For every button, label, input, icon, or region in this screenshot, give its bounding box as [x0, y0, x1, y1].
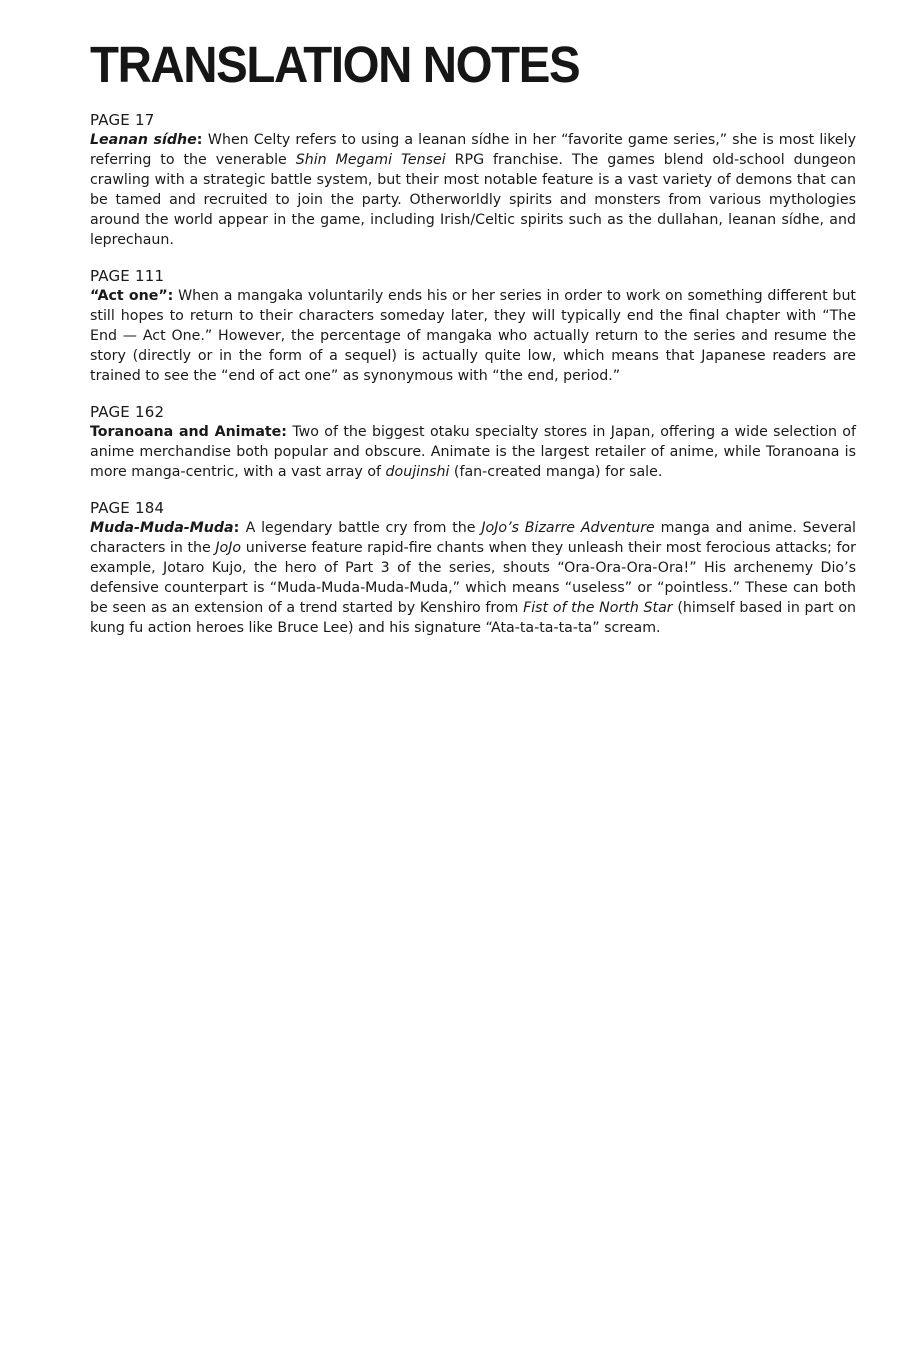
note-term: Toranoana and Animate:: [90, 424, 287, 440]
note-text: [90, 130, 856, 250]
note-text-segment: A legendary battle cry from the: [245, 520, 482, 536]
note-page-162: [90, 402, 856, 482]
note-term: Leanan sídhe: [90, 132, 197, 148]
note-page-number: PAGE 184: [90, 499, 165, 517]
note-text-segment: RPG franchise. The games blend old-school dungeon crawling with a strategic battle system, but their most notable feature is a vast variety of demons that can be tamed and recruited to join the party. Otherworldly spirits and monsters from various mythologies around the world appear in the game, including Irish/Celtic spirits such as the dullahan, leanan sídhe, and leprechaun.: [90, 152, 856, 248]
note-text-segment: Two of the biggest otaku specialty stores in Japan, offering a wide selection of anime merchandise both popular and obscure. Animate is the largest retailer of anime, while Toranoana is more manga-centric, with a vast array of: [90, 424, 856, 480]
note-term: Muda-Muda-Muda: [90, 520, 234, 536]
note-text-segment: manga and anime. Several characters in the: [90, 520, 856, 556]
note-page-number: PAGE 162: [90, 403, 165, 421]
note-page-number: PAGE 111: [90, 267, 165, 285]
note-term: “Act one”:: [90, 288, 174, 304]
note-text: [90, 422, 856, 482]
note-page-17: [90, 110, 856, 250]
note-text-title: JoJo’s Bizarre Adventure: [481, 520, 655, 536]
note-text: [90, 286, 856, 386]
note-page-111: [90, 266, 856, 386]
note-page-184: [90, 498, 856, 638]
note-text-title: Shin Megami Tensei: [295, 152, 446, 168]
note-text-segment: When a mangaka voluntarily ends his or her series in order to work on something different but still hopes to return to their characters someday later, they will typically end the final chapter with “The End — Act One.” However, the percentage of mangaka who actually return to the series and resume the story (directly or in the form of a sequel) is actually quite low, which means that Japanese readers are trained to see the “end of act one” as synonymous with “the end, period.”: [90, 288, 856, 384]
translation-notes-page: [90, 38, 856, 654]
page-title: TRANSLATION NOTES: [90, 36, 580, 93]
note-text-title: Fist of the North Star: [523, 600, 673, 616]
note-term-separator: :: [196, 132, 208, 148]
note-term-separator: :: [233, 520, 246, 536]
note-text: [90, 518, 856, 638]
note-text-segment: (himself based in part on kung fu action heroes like Bruce Lee) and his signature “Ata-ta-ta-ta-ta” scream.: [90, 600, 856, 636]
note-page-number: PAGE 17: [90, 111, 155, 129]
note-text-segment: When Celty refers to using a leanan sídhe in her “favorite game series,” she is most likely referring to the venerable: [90, 132, 856, 168]
note-text-segment: universe feature rapid-fire chants when they unleash their most ferocious attacks; for example, Jotaro Kujo, the hero of Part 3 of the series, shouts “Ora-Ora-Ora-Ora!” His archenemy Dio’s defensive counterpart is “Muda-Muda-Muda-Muda,” which means “useless” or “pointless.” These can both be seen as an extension of a trend started by Kenshiro from: [90, 540, 856, 616]
note-text-title: JoJo: [215, 540, 242, 556]
note-text-title: doujinshi: [385, 464, 450, 480]
note-text-segment: (fan-created manga) for sale.: [449, 464, 663, 480]
